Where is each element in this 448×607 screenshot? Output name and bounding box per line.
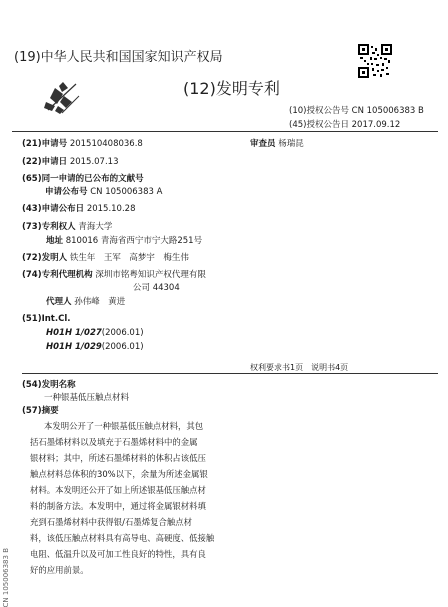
prior-publication-heading: (65)同一申请的已公布的文献号 [22,174,144,184]
abstract-heading: (57)摘要 [22,406,59,416]
ipc-entry: H01H 1/029(2006.01) [46,342,144,352]
application-number: (21)申请号 201510408036.8 [22,139,143,149]
qr-code-icon [358,44,392,78]
filing-date: (22)申请日 2015.07.13 [22,157,119,167]
abstract-line: 本发明公开了一种银基低压触点材料，其包 [44,421,204,431]
side-document-code: CN 105006383 B [2,548,10,607]
ipc-entry: H01H 1/027(2006.01) [46,328,144,338]
header-divider [12,131,438,132]
publication-date-43: (43)申请公布日 2015.10.28 [22,204,136,214]
agent: 代理人 孙伟峰 黄进 [46,297,126,307]
examiner: 审查员 杨瑞昆 [250,139,304,149]
patent-agency-continued: 公司 44304 [133,283,180,293]
abstract-line: 料的制备方法。本发明中，通过将金属银材料填 [30,501,206,511]
abstract-line: 电阻、低温升以及可加工性良好的特性，具有良 [30,549,206,559]
abstract-line: 料，该低压触点材料具有高导电、高硬度、低接触 [30,533,215,543]
invention-title: 一种银基低压触点材料 [44,393,130,403]
abstract-line: 材料。本发明还公开了如上所述银基低压触点材 [30,485,206,495]
inventors: (72)发明人 铁生年 王军 高梦宇 梅生伟 [22,253,189,263]
publication-date: (45)授权公告日 2017.09.12 [289,120,401,130]
abstract-line: 好的应用前景。 [30,565,89,575]
ipc-heading: (51)Int.Cl. [22,314,71,324]
patentee: (73)专利权人 青海大学 [22,222,113,232]
emblem-icon [42,78,82,114]
prior-publication-number: 申请公布号 CN 105006383 A [45,187,163,197]
patent-agency: (74)专利代理机构 深圳市铭粤知识产权代理有限 [22,270,206,280]
page-counts: 权利要求书1页 说明书4页 [250,363,349,372]
abstract-line: 充到石墨烯材料中获得银/石墨烯复合触点材 [30,517,192,527]
abstract-line: 括石墨烯材料以及填充于石墨烯材料中的金属 [30,437,198,447]
publication-number: (10)授权公告号 CN 105006383 B [289,106,424,116]
title-label: (54)发明名称 [22,380,76,390]
section-divider [22,373,438,374]
abstract-line: 触点材料总体积的30%以下，余量为所述金属银 [30,469,208,479]
abstract-line: 银材料；其中，所述石墨烯材料的体积占该低压 [30,453,206,463]
office-name: (19)中华人民共和国国家知识产权局 [14,50,223,65]
address: 地址 810016 青海省西宁市宁大路251号 [46,236,203,246]
document-type: (12)发明专利 [183,79,280,98]
